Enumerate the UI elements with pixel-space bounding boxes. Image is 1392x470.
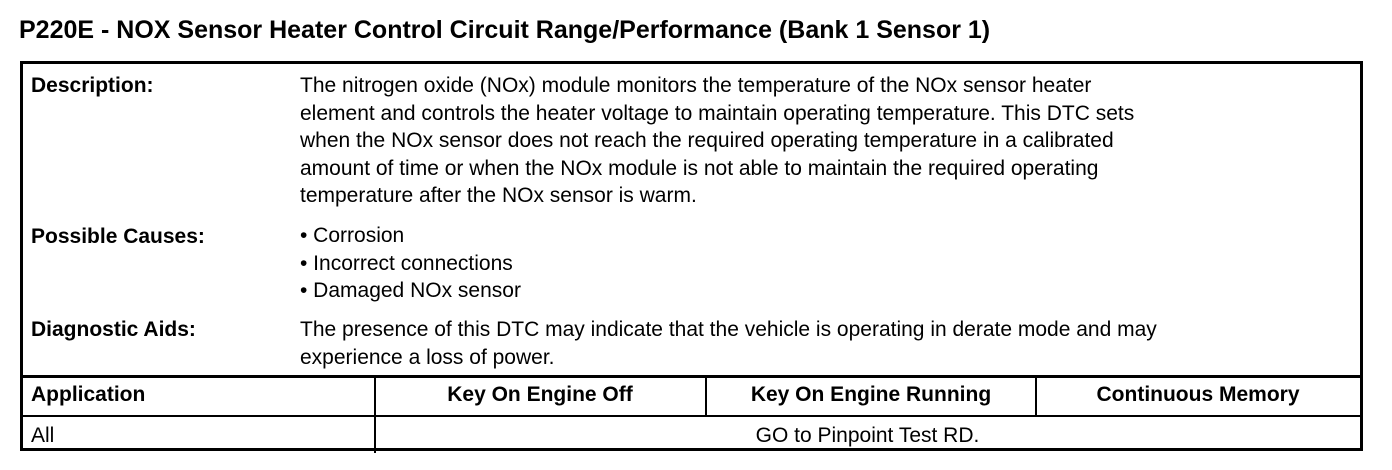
description-line: element and controls the heater voltage to maintain operating temperature. This DTC sets [300, 101, 1135, 125]
cell-application: All [31, 424, 55, 447]
diagnostic-aids-line: The presence of this DTC may indicate that the vehicle is operating in derate mode and may [300, 318, 1157, 341]
list-item: • Damaged NOx sensor [300, 279, 521, 302]
possible-causes-label: Possible Causes: [31, 225, 205, 248]
description-line: amount of time or when the NOx module is not able to maintain the required operating [300, 156, 1099, 180]
description-line: when the NOx sensor does not reach the required operating temperature in a calibrated [300, 129, 1114, 152]
header-key-on-engine-running: Key On Engine Running [750, 383, 992, 406]
header-key-on-engine-off: Key On Engine Off [447, 383, 633, 406]
description-line: temperature after the NOx sensor is warm. [300, 184, 697, 207]
page-title: P220E - NOX Sensor Heater Control Circuit Range/Performance (Bank 1 Sensor 1) [19, 16, 991, 44]
possible-causes-list [300, 222, 1360, 305]
dtc-info-table [20, 61, 1363, 451]
description-line: The nitrogen oxide (NOx) module monitors the temperature of the NOx sensor heater [300, 74, 1092, 97]
diagnostic-aids-text [300, 316, 1360, 371]
table-divider [23, 415, 1360, 417]
list-item: • Corrosion [300, 224, 405, 247]
diagnostic-aids-label: Diagnostic Aids: [31, 318, 196, 341]
description-label: Description: [31, 74, 154, 97]
list-item: • Incorrect connections [300, 251, 513, 275]
diagnostic-aids-line: experience a loss of power. [300, 345, 555, 369]
header-continuous-memory: Continuous Memory [1096, 383, 1300, 406]
description-text [300, 72, 1360, 210]
cell-action: GO to Pinpoint Test RD. [755, 424, 980, 447]
header-application: Application [31, 383, 146, 406]
application-table [23, 375, 1360, 448]
